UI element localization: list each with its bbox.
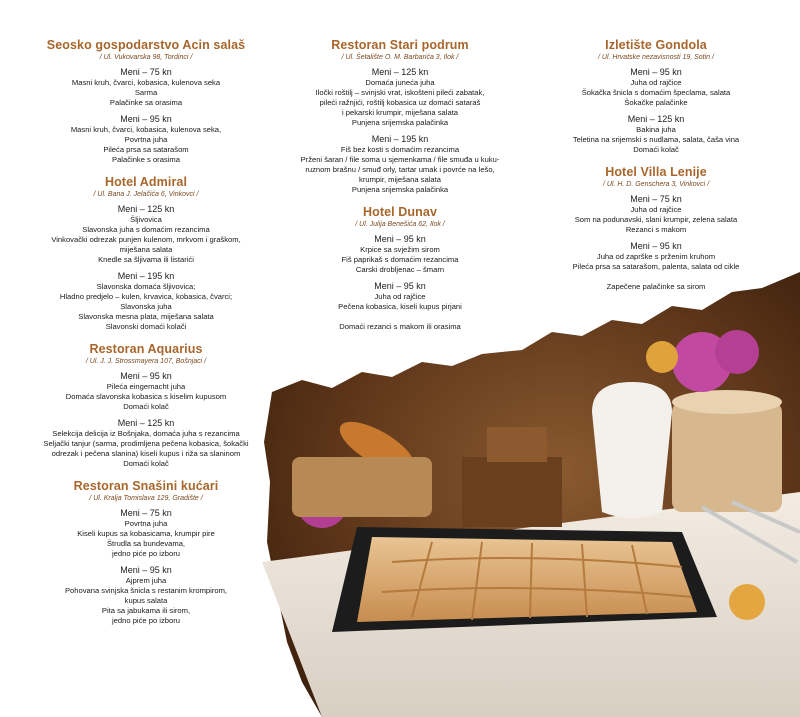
menu-item: Ajprem juha — [125, 576, 167, 585]
menu-item: Slavonska juha s domaćim rezancima — [82, 225, 210, 234]
menu-block — [272, 66, 528, 128]
menu-item: odrezak i pečena slanina) kiseli kupus i riža sa slaninom — [51, 449, 241, 458]
menu-item: Slavonska juha — [120, 302, 172, 311]
menu-title: Meni – 125 kn — [117, 418, 175, 428]
menu-item: Pita sa jabukama ili sirom, — [101, 606, 191, 615]
menu-item: Juha od rajčice — [630, 205, 682, 214]
menu-item: Pečena kobasica, kiseli kupus pirjani — [338, 302, 462, 311]
menu-item: jedno piće po izboru — [112, 549, 180, 558]
menu-item: Selekcija delicija iz Bošnjaka, domaća juha s rezancima — [52, 429, 240, 438]
menu-item: Teletina na srijemski s nudlama, salata, čaša vina — [572, 135, 740, 144]
menu-item: Povrtna juha — [124, 135, 168, 144]
menu-item: Knedle sa šljivama ili listarići — [98, 255, 194, 264]
menu-item: Vinkovački odrezak punjen kulenom, mrkvom i graškom, — [51, 235, 241, 244]
venue-izletiste-gondola — [528, 38, 784, 155]
menu-item — [528, 272, 784, 282]
venue-name: Hotel Villa Lenije — [605, 165, 707, 179]
menu-title: Meni – 95 kn — [630, 67, 682, 77]
menu-item: Juha od rajčice — [630, 78, 682, 87]
menu-item: jedno piće po izboru — [112, 616, 180, 625]
menu-item: Carski drobljenac – šmarn — [355, 265, 445, 274]
venue-name: Restoran Stari podrum — [331, 38, 469, 52]
venue-restoran-aquarius — [18, 342, 274, 469]
menu-item: Palačinke s orasima — [112, 155, 180, 164]
menu-item: Fiš bez kosti s domaćim rezancima — [340, 145, 460, 154]
menu-title: Meni – 125 kn — [371, 67, 429, 77]
menu-title: Meni – 95 kn — [120, 371, 172, 381]
menu-block — [18, 370, 274, 412]
menu-block — [18, 507, 274, 559]
menu-item: Seljački tanjur (sarma, prodimljena pečena kobasica, šokački — [43, 439, 249, 448]
menu-item: Juha od rajčice — [374, 292, 426, 301]
menu-block — [272, 233, 528, 275]
menu-item: Povrtna juha — [124, 519, 168, 528]
menu-item: Juha od zaprške s prženim kruhom — [596, 252, 716, 261]
venue-address: / Ul. H. D. Genschera 3, Vinkovci / — [602, 181, 710, 188]
menu-item: Iločki roštilj – svinjski vrat, iskošteni pileći zabatak, — [315, 88, 485, 97]
venue-snasini-kucari — [18, 479, 274, 626]
menu-item: miješana salata — [119, 245, 173, 254]
menu-item: Štrudla sa bundevama, — [106, 539, 186, 548]
menu-title: Meni – 75 kn — [120, 67, 172, 77]
menu-title: Meni – 195 kn — [371, 134, 429, 144]
menu-item: krumpir, miješana salata — [359, 175, 441, 184]
menu-title: Meni – 125 kn — [627, 114, 685, 124]
menu-item: Slavonska domaća šljivovica; — [96, 282, 196, 291]
menu-block — [528, 240, 784, 292]
menu-column-2 — [272, 38, 528, 342]
menu-item: Slavonski domaći kolači — [105, 322, 187, 331]
menu-item: Sarma — [134, 88, 158, 97]
menu-item: Pileća eingemacht juha — [106, 382, 186, 391]
venue-name: Restoran Aquarius — [89, 342, 203, 356]
venue-address: / Ul. Vukovarska 98, Tordinci / — [99, 54, 193, 61]
menu-block — [272, 133, 528, 195]
menu-item: Domaća juneća juha — [365, 78, 435, 87]
menu-block — [528, 193, 784, 235]
menu-title: Meni – 75 kn — [630, 194, 682, 204]
coffee-grinder — [462, 457, 562, 527]
menu-title: Meni – 195 kn — [117, 271, 175, 281]
menu-item — [272, 312, 528, 322]
menu-item: Som na podunavski, slani krumpir, zelena salata — [574, 215, 738, 224]
menu-item: Punjena srijemska palačinka — [351, 118, 449, 127]
menu-block — [528, 113, 784, 155]
venue-address: / Ul. Kralja Tomislava 129, Gradište / — [89, 495, 203, 502]
menu-item: Fiš paprikaš s domaćim rezancima — [341, 255, 459, 264]
venue-villa-lenije — [528, 165, 784, 292]
menu-item: Domaći kolač — [633, 145, 679, 154]
venue-address: / Ul. Šetalište O. M. Barbarića 3, Ilok / — [341, 54, 459, 61]
menu-item: Pileća prsa sa satarašom, palenta, salata od cikle — [572, 262, 740, 271]
venue-name: Hotel Dunav — [362, 205, 438, 219]
venue-address: / Ul. Hrvatske nezavisnosti 19, Sotin / — [598, 54, 714, 61]
jug — [592, 382, 672, 518]
menu-item: Punjena srijemska palačinka — [351, 185, 449, 194]
menu-block — [18, 417, 274, 469]
menu-item: Domaći kolač — [123, 402, 169, 411]
menu-item: Palačinke sa orasima — [109, 98, 183, 107]
menu-item: Rezanci s makom — [625, 225, 687, 234]
venue-stari-podrum — [272, 38, 528, 195]
menu-title: Meni – 75 kn — [120, 508, 172, 518]
wooden-bowl — [292, 457, 432, 517]
menu-item: ruznom brašnu / smuđ orly, tartar umak i povrće na lešo, — [305, 165, 495, 174]
menu-item: Šljivovica — [130, 215, 162, 224]
menu-item: Hladno predjelo – kulen, krvavica, kobasica, čvarci; — [59, 292, 233, 301]
menu-item: Krpice sa svježim sirom — [360, 245, 440, 254]
menu-item: pileći ražnjići, roštilj kobasica uz domaći sataraš — [319, 98, 481, 107]
menu-item: Bakina juha — [636, 125, 676, 134]
menu-block — [18, 66, 274, 108]
menu-title: Meni – 95 kn — [374, 281, 426, 291]
venue-acin-salas — [18, 38, 274, 165]
menu-block — [272, 280, 528, 332]
venue-name: Izletište Gondola — [605, 38, 707, 52]
menu-title: Meni – 95 kn — [120, 114, 172, 124]
menu-title: Meni – 95 kn — [120, 565, 172, 575]
menu-block — [18, 113, 274, 165]
menu-block — [18, 564, 274, 626]
menu-item: Pileća prsa sa satarašom — [103, 145, 189, 154]
menu-title: Meni – 95 kn — [630, 241, 682, 251]
menu-item: Domaći kolač — [123, 459, 169, 468]
mug — [672, 402, 782, 512]
menu-item: Zapečene palačinke sa sirom — [606, 282, 706, 291]
venue-address: / Ul. Julija Benešića 62, Ilok / — [355, 221, 445, 228]
menu-item: kupus salata — [124, 596, 168, 605]
menu-block — [18, 203, 274, 265]
menu-title: Meni – 95 kn — [374, 234, 426, 244]
venue-name: Hotel Admiral — [104, 175, 188, 189]
menu-item: Šokačka šnicla s domaćim špeclama, salata — [581, 88, 731, 97]
menu-item: Šokačke palačinke — [624, 98, 688, 107]
menu-item: Pohovana svinjska šnicla s restanim krompirom, — [64, 586, 228, 595]
menu-item: Domaća slavonska kobasica s kiselim kupusom — [65, 392, 227, 401]
menu-item: Slavonska mesna plata, miješana salata — [78, 312, 214, 321]
venue-address: / Ul. J. J. Strossmayera 107, Bošnjaci / — [85, 358, 207, 365]
menu-item: Masni kruh, čvarci, kobasica, kulenova seka, — [70, 125, 222, 134]
menu-item: i pekarski krumpir, miješana salata — [341, 108, 459, 117]
venue-hotel-admiral — [18, 175, 274, 332]
menu-item: Kiseli kupus sa kobasicama, krumpir pire — [77, 529, 215, 538]
venue-address: / Ul. Bana J. Jelačića 6, Vinkovci / — [93, 191, 199, 198]
venue-name: Seosko gospodarstvo Acin salaš — [46, 38, 246, 52]
menu-column-3 — [528, 38, 784, 302]
menu-item: Prženi šaran / file soma u sjemenkama / file smuđa u kuku- — [300, 155, 500, 164]
menu-item: Masni kruh, čvarci, kobasica, kulenova seka — [71, 78, 221, 87]
menu-block — [528, 66, 784, 108]
venue-name: Restoran Snašini kućari — [73, 479, 219, 493]
venue-hotel-dunav — [272, 205, 528, 332]
menu-column-1 — [18, 38, 274, 636]
menu-title: Meni – 125 kn — [117, 204, 175, 214]
menu-block — [18, 270, 274, 332]
menu-item: Domaći rezanci s makom ili orasima — [339, 322, 461, 331]
